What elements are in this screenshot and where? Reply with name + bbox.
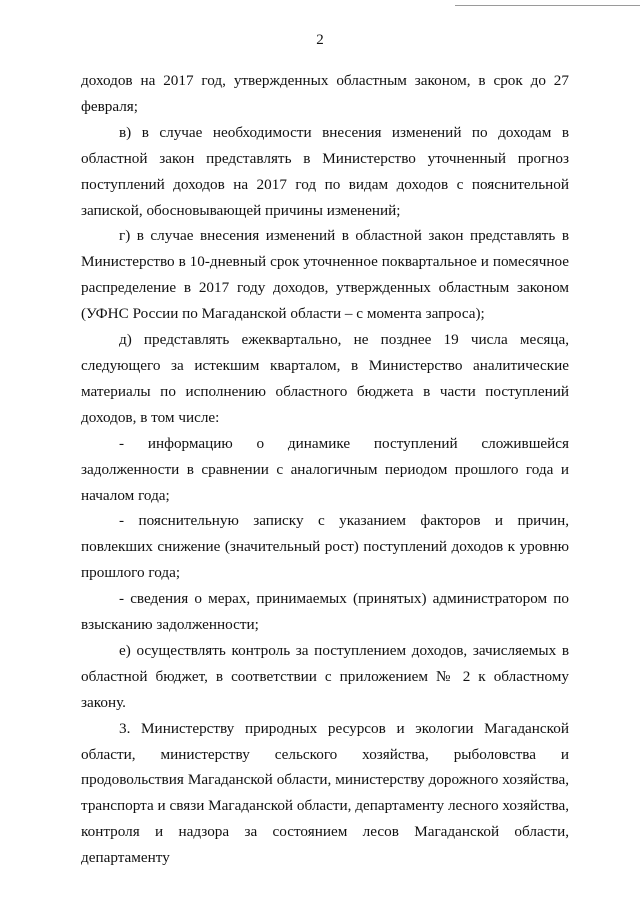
paragraph-section-3: 3. Министерству природных ресурсов и экологии Магаданской области, министерству сельского хозяйства, рыболовства и продовольствия Магаданской области, министерству дорожного хозяйства, транспорта и связи Магаданской области, департаменту лесного хозяйства, контроля и надзора за состоянием лесов Магаданской области, департаменту <box>81 719 569 867</box>
top-edge-rule <box>455 5 640 6</box>
document-body <box>81 68 569 871</box>
paragraph-bullet-explanatory-note: - пояснительную записку с указанием факторов и причин, повлекших снижение (значительный рост) поступлений доходов к уровню прошлого года; <box>81 512 569 582</box>
paragraph-item-e: е) осуществлять контроль за поступлением доходов, зачисляемых в областной бюджет, в соответствии с приложением № 2 к областному закону. <box>81 641 569 711</box>
paragraph-item-d: д) представлять ежеквартально, не позднее 19 числа месяца, следующего за истекшим кварталом, в Министерство аналитические материалы по исполнению областного бюджета в части поступлений доходов, в том числе: <box>81 331 569 426</box>
paragraph-bullet-dynamics: - информацию о динамике поступлений сложившейся задолженности в сравнении с аналогичным периодом прошлого года и началом года; <box>81 434 569 504</box>
paragraph-item-g: г) в случае внесения изменений в областной закон представлять в Министерство в 10-дневный срок уточненное поквартальное и помесячное распределение в 2017 году доходов, утвержденных областным законом (УФНС России по Магаданской области – с момента запроса); <box>81 227 569 323</box>
page-number: 2 <box>316 32 324 48</box>
paragraph-continuation: доходов на 2017 год, утвержденных областным законом, в срок до 27 февраля; <box>81 72 569 115</box>
paragraph-item-v: в) в случае необходимости внесения изменений по доходам в областной закон представлять в Министерство уточненный прогноз поступлений доходов на 2017 год по видам доходов с пояснительной запиской, обосновывающей причины изменений; <box>81 123 569 219</box>
paragraph-bullet-measures: - сведения о мерах, принимаемых (принятых) администратором по взысканию задолженности; <box>81 590 569 634</box>
